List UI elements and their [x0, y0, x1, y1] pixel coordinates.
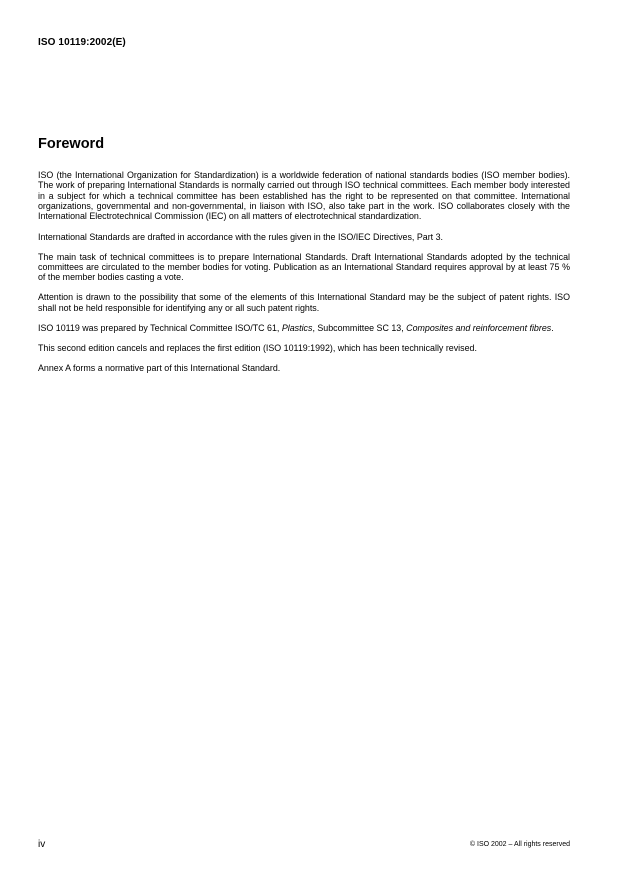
document-identifier: ISO 10119:2002(E) [38, 37, 126, 48]
paragraph-patent-rights: Attention is drawn to the possibility that some of the elements of this International Standard may be the subject of patent rights. ISO shall not be held responsible for identifying any or all such patent rights. [38, 292, 570, 313]
section-title: Foreword [38, 136, 105, 152]
paragraph-edition: This second edition cancels and replaces the first edition (ISO 10119:1992), which has been technically revised. [38, 343, 477, 354]
paragraph-iso-description: ISO (the International Organization for Standardization) is a worldwide federation of national standards bodies (ISO member bodies). The work of preparing International Standards is normally carried out through ISO technical committees. Each member body interested in a subject for which a technical committee has been established has the right to be represented on that committee. International organizations, governmental and non-governmental, in liaison with ISO, also take part in the work. ISO collaborates closely with the International Electrotechnical Commission (IEC) on all matters of electrotechnical standardization. [38, 170, 570, 222]
page-number: iv [38, 839, 46, 850]
paragraph-annex: Annex A forms a normative part of this International Standard. [38, 363, 281, 374]
copyright-notice: © ISO 2002 – All rights reserved [469, 841, 570, 848]
prepared-by-text: ISO 10119 was prepared by Technical Committee ISO/TC 61, [38, 322, 282, 333]
paragraph-prepared-by [38, 323, 570, 333]
committee-plastics: Plastics [281, 322, 313, 333]
paragraph-drafting-rules: International Standards are drafted in accordance with the rules given in the ISO/IEC Directives, Part 3. [38, 231, 444, 242]
paragraph-committee-task: The main task of technical committees is to prepare International Standards. Draft International Standards adopted by the technical committees are circulated to the member bodies for voting. Publication as an International Standard requires approval by at least 75 % of the member bodies casting a vote. [38, 251, 570, 283]
subcommittee-text: , Subcommittee SC 13, [312, 322, 407, 333]
foreword-body [38, 170, 570, 383]
prepared-by-end: . [551, 322, 554, 333]
subcommittee-name: Composites and reinforcement fibres [406, 322, 552, 333]
